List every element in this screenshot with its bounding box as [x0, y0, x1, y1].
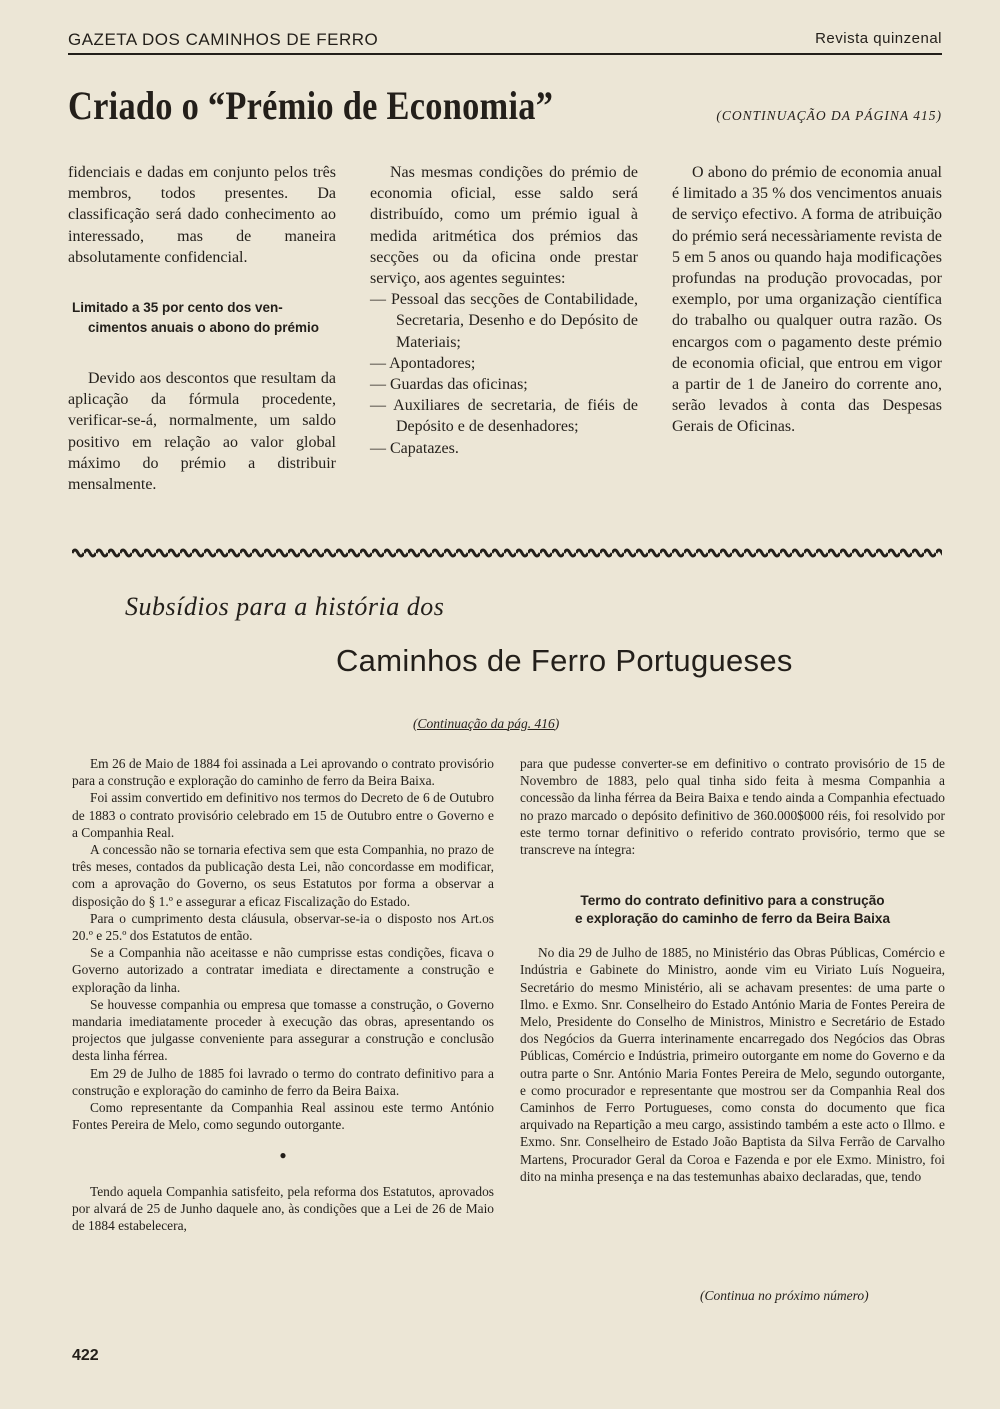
bullet-separator: ● [279, 1148, 287, 1163]
paragraph: Para o cumprimento desta cláusula, observar-se-ia o disposto nos Art.os 20.º e 25.º dos Estatutos de então. [72, 910, 494, 944]
subhead-line: cimentos anuais o abono do prémio [88, 320, 320, 336]
list-item: — Auxiliares de secretaria, de fiéis de Depósito e de desenhadores; [370, 397, 638, 436]
decorative-wave-divider [72, 546, 942, 560]
list-item: — Apontadores; [370, 354, 476, 372]
article1-column-2 [370, 162, 638, 459]
paragraph: Se houvesse companhia ou empresa que tomasse a construção, o Governo mandaria imediatamente proceder à execução das obras, apresentando os projectos que julgasse conveniente para assegurar a construção e conclusão desta linha férrea. [72, 996, 494, 1064]
paragraph: Nas mesmas condições do prémio de economia oficial, esse saldo será distribuído, como um prémio igual à medida aritmética dos prémios das secções ou da oficina onde prestar serviço, aos agentes seguintes: [370, 164, 638, 288]
article2-title-line1: Subsídios para a história dos [125, 592, 445, 621]
subhead-line: Limitado a 35 por cento dos ven- [72, 300, 283, 316]
paragraph: Se a Companhia não aceitasse e não cumprisse estas condições, ficava o Governo autorizado a contratar imediata e directamente a construção e exploração da linha. [72, 945, 494, 995]
paragraph: O abono do prémio de economia anual é limitado a 35 % dos vencimentos anuais de serviço efectivo. A forma de atribuição do prémio será necessàriamente revista de 5 em 5 anos ou quando haja modificações profundas na produção provocadas, por exemplo, por uma organização científica do trabalho ou qualquer outra razão. Os encargos com o pagamento deste prémio de economia oficial, que entrou em vigor a partir de 1 de Janeiro do corrente ano, serão levados à conta das Despesas Gerais de Oficinas. [672, 164, 942, 436]
continuation-prefix: (Continuação da [413, 716, 508, 731]
list-item: — Pessoal das secções de Contabilidade, Secretaria, Desenho e do Depósito de Materiais; [370, 291, 638, 351]
agents-list [370, 289, 638, 459]
running-header-title: GAZETA DOS CAMINHOS DE FERRO [68, 30, 379, 49]
section-subhead [68, 298, 336, 338]
termo-heading [520, 892, 945, 928]
continuation-page-ref: pág. 416 [507, 716, 555, 731]
termo-heading-line: e exploração do caminho de ferro da Beira Baixa [574, 911, 891, 927]
paragraph: Tendo aquela Companhia satisfeito, pela reforma dos Estatutos, aprovados por alvará de 25 de Junho daquele ano, às condições que a Lei de 26 de Maio de 1884 estabelecera, [72, 1183, 494, 1234]
paragraph: A concessão não se tornaria efectiva sem que esta Companhia, no prazo de três meses, contados da publicação desta Lei, não concordasse em modificar, com a aprovação do Governo, os seus Estatutos por forma a observar a disposição do § 1.º e assegurar a eficaz Fiscalização do Estado. [72, 842, 494, 909]
paragraph: Em 29 de Julho de 1885 foi lavrado o termo do contrato definitivo para a construção e exploração do caminho de ferro da Beira Baixa. [72, 1065, 494, 1098]
article1-column-1 [68, 162, 336, 495]
article-title: Criado o “Prémio de Economia” [68, 83, 554, 128]
continuation-suffix: ) [554, 716, 560, 731]
header-rule [68, 53, 942, 55]
paragraph: fidenciais e dadas em conjunto pelos três membros, todos presentes. Da classificação será dado conhecimento ao interessado, mas de maneira absolutamente confidencial. [68, 164, 336, 266]
paragraph: No dia 29 de Julho de 1885, no Ministério das Obras Públicas, Comércio e Indústria e Gabinete do Ministro, aonde vim eu Viriato Luís Nogueira, Secretário do mesmo Ministério, ali se achavam presentes: de uma parte o Ilmo. e Exmo. Snr. Conselheiro do Estado António Maria de Fontes Pereira de Melo, Presidente do Conselho de Ministros, Ministro e Secretário de Estado dos Negócios da Guerra interinamente encarregado dos Negócios das Obras Públicas, Comércio e Indústria, primeiro outorgante em nome do Governo e da outra parte o Snr. António Maria Fontes Pereira de Melo, segundo outorgante, e como procurador e representante que mostrou ser da Companhia Real dos Caminhos de Ferro Portugueses, como consta do documento que fica arquivado na Repartição a meu cargo, assistindo também a este acto o Illmo. e Exmo. Snr. Conselheiro de Estado João Baptista da Silva Ferrão de Carvalho Martens, Procurador Geral da Coroa e Fazenda e por ele Exmo. Ministro, foi dito na minha presença e na das testemunhas abaixo declaradas, que, tendo [520, 945, 945, 1184]
termo-heading-line: Termo do contrato definitivo para a construção [580, 893, 885, 909]
article1-column-3 [672, 162, 942, 438]
continued-note: (Continua no próximo número) [700, 1288, 869, 1303]
page-number: 422 [72, 1347, 99, 1364]
paragraph: Foi assim convertido em definitivo nos termos do Decreto de 6 de Outubro de 1883 o contrato provisório celebrado em 15 de Outubro entre o Governo e a Companhia Real. [72, 790, 494, 840]
list-item: — Capatazes. [370, 439, 459, 457]
running-header-subtitle: Revista quinzenal [815, 30, 942, 47]
list-item: — Guardas das oficinas; [370, 376, 528, 394]
paragraph: para que pudesse converter-se em definitivo o contrato provisório de 15 de Novembro de 1883, pelo qual tinha sido feita à mesma Companhia a concessão da linha férrea da Beira Baixa e tendo ainda a Companhia efectuado no prazo marcado o depósito definitivo de 360.000$000 réis, foi resolvido por este termo tornar definitivo o referido contrato provisório, termo que se transcreve na íntegra: [520, 756, 945, 858]
article2-title-line2: Caminhos de Ferro Portugueses [336, 643, 793, 678]
article2-column-right [520, 755, 945, 1185]
article2-continuation [413, 716, 559, 732]
paragraph: Como representante da Companhia Real assinou este termo António Fontes Pereira de Melo, como segundo outorgante. [72, 1100, 494, 1133]
paragraph: Em 26 de Maio de 1884 foi assinada a Lei aprovando o contrato provisório para a construção e exploração do caminho de ferro da Beira Baixa. [72, 756, 494, 789]
continuation-note: (CONTINUAÇÃO DA PÁGINA 415) [716, 108, 942, 123]
article2-column-left [72, 755, 494, 1234]
paragraph: Devido aos descontos que resultam da aplicação da fórmula procedente, verificar-se-á, normalmente, um saldo positivo em relação ao valor global máximo do prémio a distribuir mensalmente. [68, 370, 336, 494]
